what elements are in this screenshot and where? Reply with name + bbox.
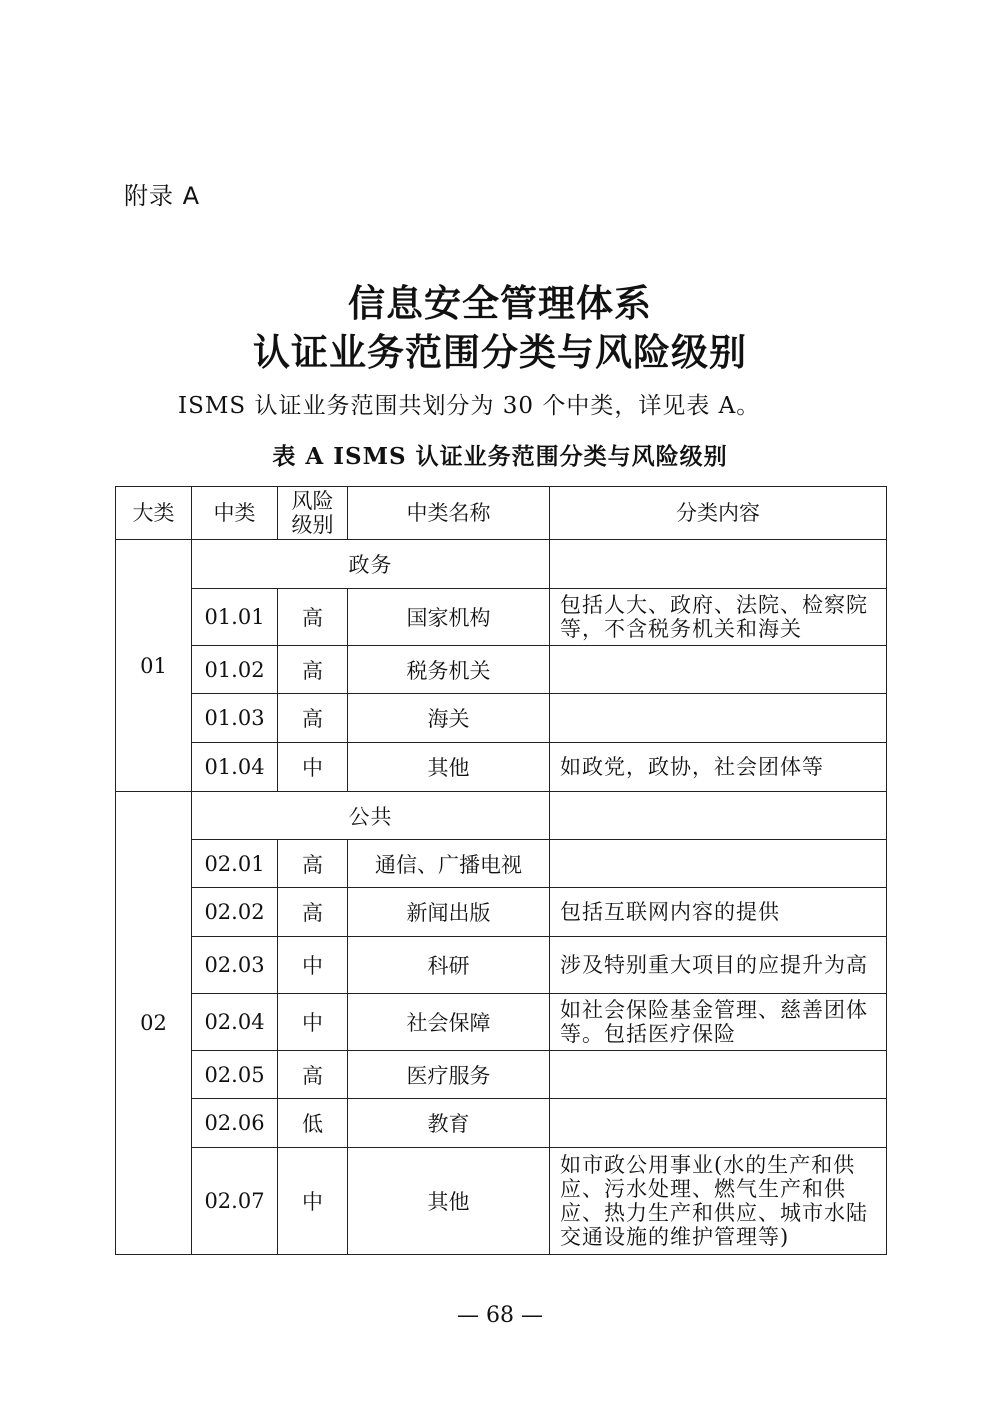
table-row — [116, 694, 887, 743]
table-row — [116, 646, 887, 694]
table-row — [116, 1148, 887, 1255]
middle-category-code: 02.01 — [192, 840, 278, 888]
major-category-code: 02 — [116, 792, 192, 1255]
middle-category-code: 01.01 — [192, 589, 278, 646]
category-name: 税务机关 — [348, 646, 550, 694]
risk-level: 高 — [278, 646, 348, 694]
middle-category-code: 01.03 — [192, 694, 278, 743]
category-content — [550, 1051, 887, 1099]
group-title-row — [116, 540, 887, 589]
category-name: 海关 — [348, 694, 550, 743]
table-caption: 表 A ISMS 认证业务范围分类与风险级别 — [272, 443, 728, 470]
table-row — [116, 743, 887, 792]
category-name: 社会保障 — [348, 994, 550, 1051]
page-title-line1: 信息安全管理体系 — [348, 282, 652, 325]
intro-paragraph: ISMS 认证业务范围共划分为 30 个中类，详见表 A。 — [178, 393, 761, 419]
middle-category-code: 02.02 — [192, 888, 278, 937]
risk-level: 低 — [278, 1099, 348, 1148]
group-title: 政务 — [192, 540, 550, 589]
table-row — [116, 994, 887, 1051]
risk-level: 高 — [278, 589, 348, 646]
risk-level: 中 — [278, 994, 348, 1051]
table-header-row — [116, 487, 887, 540]
group-title: 公共 — [192, 792, 550, 840]
category-content: 涉及特别重大项目的应提升为高 — [550, 937, 887, 994]
category-content: 如政党，政协，社会团体等 — [550, 743, 887, 792]
category-name: 新闻出版 — [348, 888, 550, 937]
category-name: 通信、广播电视 — [348, 840, 550, 888]
category-name: 其他 — [348, 1148, 550, 1255]
header-middle-category: 中类 — [192, 487, 278, 540]
middle-category-code: 01.02 — [192, 646, 278, 694]
header-risk-line2: 级别 — [291, 513, 334, 537]
risk-level: 高 — [278, 840, 348, 888]
category-name: 其他 — [348, 743, 550, 792]
middle-category-code: 02.07 — [192, 1148, 278, 1255]
risk-level: 高 — [278, 888, 348, 937]
group-title-row — [116, 792, 887, 840]
group-title-content — [550, 540, 887, 589]
table-row — [116, 1051, 887, 1099]
header-category-name: 中类名称 — [348, 487, 550, 540]
header-risk-line1: 风险 — [291, 489, 334, 513]
risk-level: 中 — [278, 1148, 348, 1255]
table-row — [116, 1099, 887, 1148]
category-content — [550, 646, 887, 694]
risk-level: 高 — [278, 1051, 348, 1099]
risk-level: 中 — [278, 937, 348, 994]
table-row — [116, 937, 887, 994]
major-category-code: 01 — [116, 540, 192, 792]
risk-level: 高 — [278, 694, 348, 743]
middle-category-code: 01.04 — [192, 743, 278, 792]
table-row — [116, 840, 887, 888]
page-title-line2: 认证业务范围分类与风险级别 — [253, 331, 747, 374]
risk-level: 中 — [278, 743, 348, 792]
table-row — [116, 888, 887, 937]
category-name: 医疗服务 — [348, 1051, 550, 1099]
middle-category-code: 02.03 — [192, 937, 278, 994]
page-number: — 68 — — [457, 1303, 543, 1328]
middle-category-code: 02.06 — [192, 1099, 278, 1148]
header-risk-level — [278, 487, 348, 540]
category-content: 包括人大、政府、法院、检察院等，不含税务机关和海关 — [550, 589, 887, 646]
header-category-content: 分类内容 — [550, 487, 887, 540]
middle-category-code: 02.04 — [192, 994, 278, 1051]
appendix-label: 附录 A — [124, 182, 201, 210]
category-content: 如社会保险基金管理、慈善团体等。包括医疗保险 — [550, 994, 887, 1051]
category-content: 如市政公用事业(水的生产和供应、污水处理、燃气生产和供应、热力生产和供应、城市水陆交通设施的维护管理等) — [550, 1148, 887, 1255]
category-name: 科研 — [348, 937, 550, 994]
category-name: 国家机构 — [348, 589, 550, 646]
middle-category-code: 02.05 — [192, 1051, 278, 1099]
category-content: 包括互联网内容的提供 — [550, 888, 887, 937]
table-row — [116, 589, 887, 646]
category-content — [550, 1099, 887, 1148]
scope-risk-table — [115, 486, 887, 1255]
category-content — [550, 694, 887, 743]
header-major-category: 大类 — [116, 487, 192, 540]
group-title-content — [550, 792, 887, 840]
category-name: 教育 — [348, 1099, 550, 1148]
category-content — [550, 840, 887, 888]
